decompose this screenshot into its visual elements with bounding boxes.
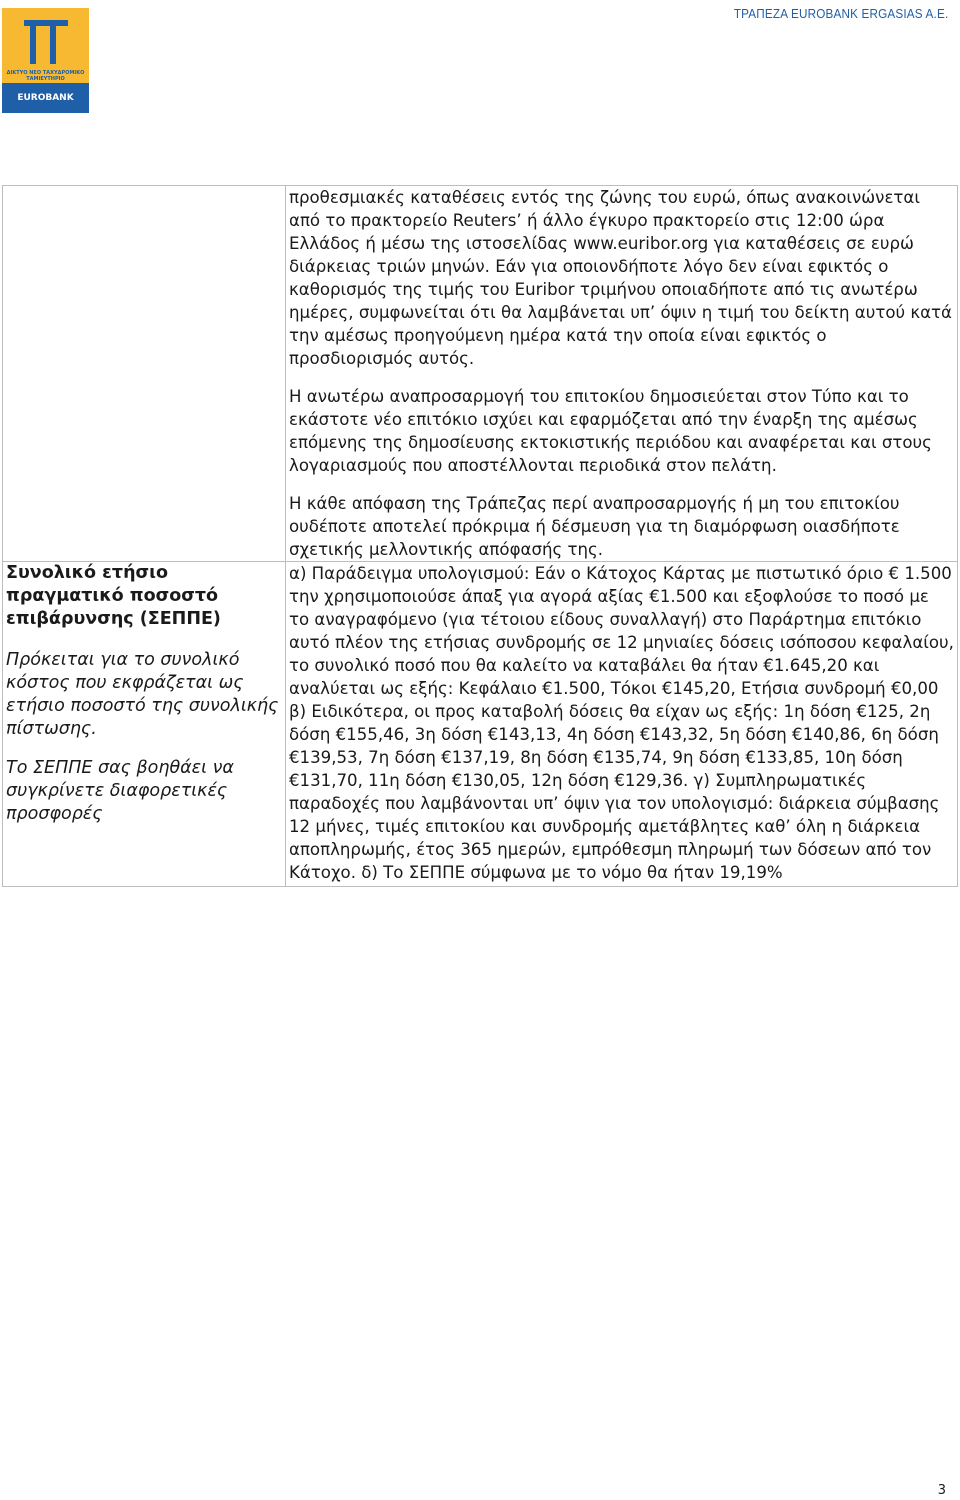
bank-decision-paragraph: Η κάθε απόφαση της Τράπεζας περί αναπροσαρμογής ή μη του επιτοκίου ουδέποτε αποτελεί πρόκριμα ή δέσμευση για τη διαμόρφωση οιασδήποτε σχετικής μελλοντικής απόφασής της. bbox=[289, 494, 900, 559]
row2-content-cell bbox=[286, 562, 958, 887]
logo-brand: EUROBANK bbox=[17, 93, 74, 103]
seppe-example-text: α) Παράδειγμα υπολογισμού: Εάν ο Κάτοχος Κάρτας με πιστωτικό όριο € 1.500 την χρησιμοποιούσε άπαξ για αγορά αξίας €1.500 και εξοφλούσε το ποσό με το αναγραφόμενο (για τέτοιου είδους συναλλαγή) στο Παράρτημα επιτόκιο αυτό πλέον της ετήσιας συνδρομής σε 12 μηνιαίες δόσεις ισόποσου κεφαλαίου, το συνολικό ποσό που θα καλείτο να καταβάλει θα ήταν €1.645,20 και αναλύεται ως εξής: Κεφάλαιο €1.500, Τόκοι €145,20, Ετήσια συνδρομή €0,00 β) Ειδικότερα, οι προς καταβολή δόσεις θα είχαν ως εξής: 1η δόση €125, 2η δόση €155,46, 3η δόση €143,13, 4η δόση €143,32, 5η δόση €140,86, 6η δόση €139,53, 7η δόση €137,19, 8η δόση €135,74, 9η δόση €133,85, 10η δόση €131,70, 11η δόση €130,05, 12η δόση €129,36. γ) Συμπληρωματικές παραδοχές που λαμβάνονται υπ’ όψιν για τον υπολογισμό: διάρκεια σύμβασης 12 μήνες, τιμές επιτοκίου και συνδρομής αμετάβλητες καθ’ όλη η διάρκεια αποπληρωμής, έτος 365 ημερών, εμπρόθεσμη πληρωμή των δόσεων από τον Κάτοχο. δ) Το ΣΕΠΠΕ σύμφωνα με το νόμο θα ήταν 19,19% bbox=[289, 564, 954, 882]
bank-name: ΤΡΑΠΕΖΑ EUROBANK ERGASIAS A.E. bbox=[733, 6, 948, 21]
seppe-desc-2: Το ΣΕΠΠΕ σας βοηθάει να συγκρίνετε διαφορετικές προσφορές bbox=[6, 758, 234, 824]
page-number: 3 bbox=[937, 1483, 946, 1498]
table-row bbox=[3, 186, 958, 562]
terms-table bbox=[2, 185, 958, 887]
euribor-paragraph: προθεσμιακές καταθέσεις εντός της ζώνης του ευρώ, όπως ανακοινώνεται από το πρακτορείο Reuters’ ή άλλο έγκυρο πρακτορείο στις 12:00 ώρα Ελλάδος ή μέσω της ιστοσελίδας www.euribor.org για καταθέσεις σε ευρώ διάρκειας τριών μηνών. Εάν για οποιονδήποτε λόγο δεν είναι εφικτός ο καθορισμός της τιμής του Euribor τριμήνου οποιαδήποτε από τις ανωτέρω ημέρες, συμφωνείται ότι θα λαμβάνεται υπ’ όψιν η τιμή του δείκτη αυτού κατά την αμέσως προηγούμενη ημέρα κατά την οποία είναι εφικτός ο προσδιορισμός αυτός. bbox=[289, 188, 952, 368]
row1-content-cell bbox=[286, 186, 958, 562]
tt-logo-icon bbox=[20, 18, 72, 68]
eurobank-logo bbox=[2, 8, 89, 113]
seppe-desc-1: Πρόκειται για το συνολικό κόστος που εκφράζεται ως ετήσιο ποσοστό της συνολικής πίστωσης. bbox=[6, 650, 279, 739]
logo-tagline: ΔΙΚΤΥΟ ΝΕΟ ΤΑΧΥΔΡΟΜΙΚΟ ΤΑΜΙΕΥΤΗΡΙΟ bbox=[6, 70, 85, 82]
seppe-title: Συνολικό ετήσιο πραγματικό ποσοστό επιβάρυνσης (ΣΕΠΠΕ) bbox=[6, 563, 221, 629]
adjustment-paragraph: Η ανωτέρω αναπροσαρμογή του επιτοκίου δημοσιεύεται στον Τύπο και το εκάστοτε νέο επιτόκιο ισχύει και εφαρμόζεται από την έναρξη της αμέσως επόμενης της δημοσίευσης εκτοκιστικής περιόδου και αναφέρεται και στους λογαριασμούς που αποστέλλονται περιοδικά στον πελάτη. bbox=[289, 387, 932, 475]
logo-strip bbox=[2, 83, 89, 113]
row1-label-cell bbox=[3, 186, 286, 562]
row2-label-cell bbox=[3, 562, 286, 887]
table-row bbox=[3, 562, 958, 887]
